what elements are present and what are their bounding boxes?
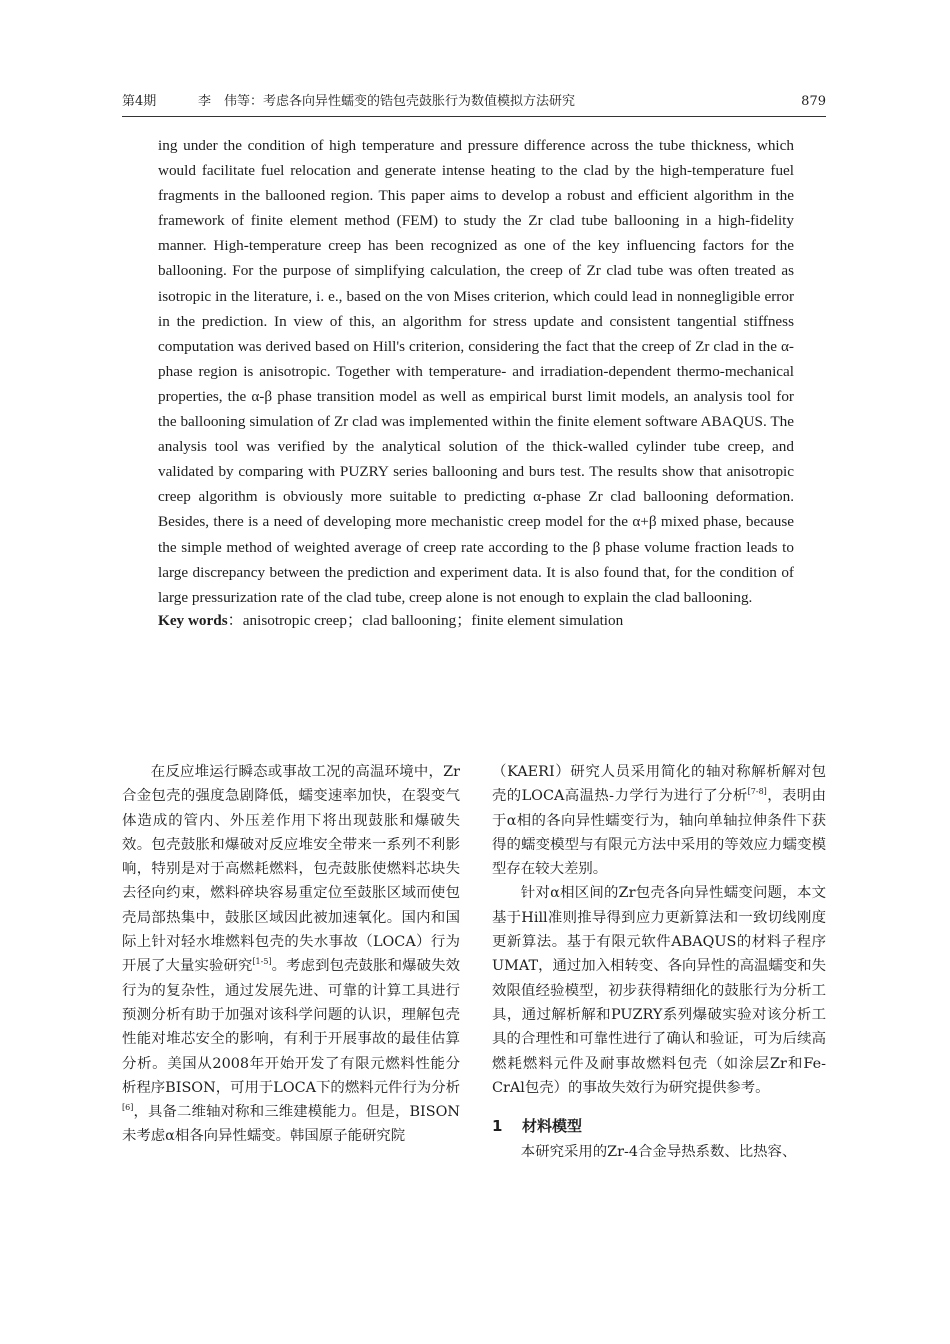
intro-text-5: ，表明由于α相的各向异性蠕变行为，轴向单轴拉伸条件下获得的蠕变模型与有限元方法中采用的等效应力蠕变模型存在较大差别。 [492, 788, 826, 878]
intro-text-3: ，具备二维轴对称和三维建模能力。但是，BISON未考虑α相各向异性蠕变。韩国原子能研究院 [122, 1104, 460, 1145]
english-abstract [158, 133, 794, 632]
section-heading [492, 1114, 826, 1138]
citation-ref: [1-5] [252, 957, 272, 967]
page-number: 879 [801, 94, 826, 109]
keywords-separator: ： [227, 611, 243, 629]
citation-ref: [6] [122, 1103, 134, 1113]
left-column [122, 760, 460, 1149]
keywords-label: Key words [158, 611, 228, 629]
intro-paragraph [122, 760, 460, 1149]
abstract-text: ing under the condition of high temperature and pressure difference across the tube thickness, which would facilitate fuel relocation and generate intense heating to the clad by the high-temperature fuel fragments in the ballooned region. This paper aims to develop a robust and efficient algorithm in the framework of finite element method (FEM) to study the Zr clad tube ballooning in a high-fidelity manner. High-temperature creep has been recognized as one of the key influencing factors for the ballooning. For the purpose of simplifying calculation, the creep of Zr clad tube was often treated as isotropic in the literature, i. e., based on the von Mises criterion, which could lead in nonnegligible error in the prediction. In view of this, an algorithm for stress update and consistent tangential stiffness computation was derived based on Hill's criterion, considering the fact that the creep of Zr clad in the α-phase region is anisotropic. Together with temperature- and irradiation-dependent thermo-mechanical properties, the α-β phase transition model as well as empirical burst limit models, an analysis tool for the ballooning simulation of Zr clad was implemented within the finite element software ABAQUS. The analysis tool was verified by the analytical solution of the thick-walled cylinder tube creep, and validated by comparing with PUZRY series ballooning and burs test. The results show that anisotropic creep algorithm is obviously more suitable to predicting α-phase Zr clad ballooning deformation. Besides, there is a need of developing more mechanistic creep model for the α+β mixed phase, because the simple method of weighted average of creep rate according to the β phase volume fraction leads to large discrepancy between the prediction and experiment data. It is also found that, for the condition of large pressurization rate of the clad tube, creep alone is not enough to explain the clad ballooning. [158, 137, 794, 606]
keywords-list: anisotropic creep；clad ballooning；finite element simulation [242, 611, 624, 629]
intro-text-1: 在反应堆运行瞬态或事故工况的高温环境中，Zr合金包壳的强度急剧降低，蠕变速率加快，在裂变气体造成的管内、外压差作用下将出现鼓胀和爆破失效。包壳鼓胀和爆破对反应堆安全带来一系列不利影响，特别是对于高燃耗燃料，包壳鼓胀使燃料芯块失去径向约束，燃料碎块容易重定位至鼓胀区域而使包壳局部热集中，鼓胀区域因此被加速氧化。国内和国际上针对轻水堆燃料包壳的失水事故（LOCA）行为开展了大量实验研究 [122, 764, 460, 975]
intro-text-4: （KAERI）研究人员采用简化的轴对称解析解对包壳的LOCA高温热-力学行为进行了分析 [492, 764, 826, 805]
citation-ref: [7-8] [747, 787, 767, 797]
running-title: 李 伟等：考虑各向异性蠕变的锆包壳鼓胀行为数值模拟方法研究 [198, 94, 576, 109]
intro-paragraph-continued [492, 760, 826, 881]
header-rule [122, 116, 826, 117]
running-header [122, 92, 826, 114]
keywords-line [158, 610, 794, 632]
aim-paragraph: 针对α相区间的Zr包壳各向异性蠕变问题，本文基于Hill准则推导得到应力更新算法和一致切线刚度更新算法。基于有限元软件ABAQUS的材料子程序UMAT，通过加入相转变、各向异性的高温蠕变和失效限值经验模型，初步获得精细化的鼓胀行为分析工具，通过解析解和PUZRY系列爆破实验对该分析工具的合理性和可靠性进行了确认和验证，可为后续高燃耗燃料元件及耐事故燃料包壳（如涂层Zr和Fe-CrAl包壳）的事故失效行为研究提供参考。 [492, 885, 826, 1096]
section-number: 1 [492, 1117, 503, 1136]
issue-label: 第4期 [122, 94, 157, 109]
intro-text-2: 。考虑到包壳鼓胀和爆破失效行为的复杂性，通过发展先进、可靠的计算工具进行预测分析有助于加强对该科学问题的认识，理解包壳性能对堆芯安全的影响，有利于开展事故的最佳估算分析。美国从2008年开始开发了有限元燃料性能分析程序BISON，可用于LOCA下的燃料元件行为分析 [122, 958, 460, 1096]
right-column [492, 760, 826, 1164]
section-title: 材料模型 [522, 1117, 583, 1136]
material-paragraph: 本研究采用的Zr-4合金导热系数、比热容、 [520, 1144, 797, 1161]
